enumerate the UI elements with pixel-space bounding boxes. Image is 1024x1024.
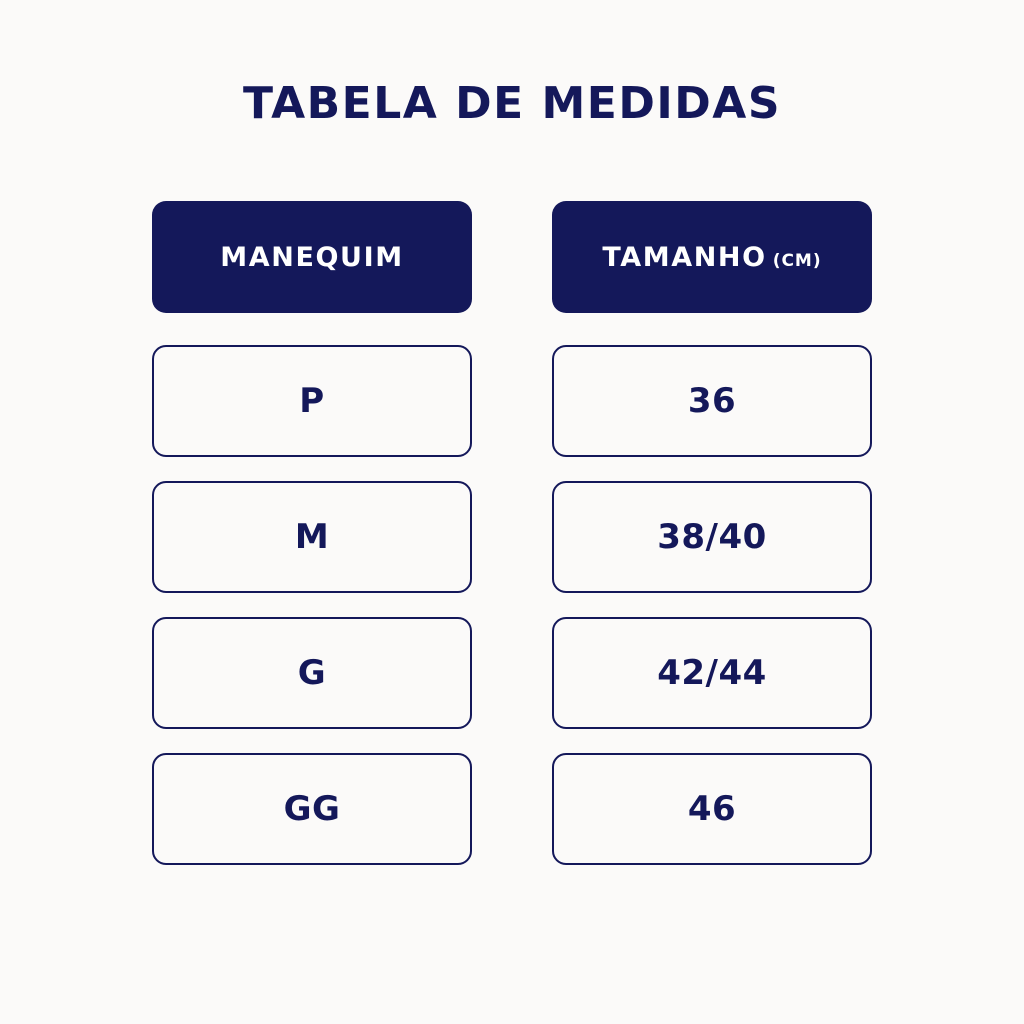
size-table — [152, 129, 872, 865]
page-title: TABELA DE MEDIDAS — [242, 78, 782, 129]
cell-tamanho-p: 36 — [552, 345, 872, 457]
table-header-tamanho-unit: (CM) — [772, 250, 822, 271]
table-header-manequim-label: MANEQUIM — [220, 241, 404, 273]
table-row — [152, 617, 872, 729]
table-header-row — [152, 201, 872, 313]
cell-manequim-m: M — [152, 481, 472, 593]
table-row — [152, 481, 872, 593]
cell-manequim-gg: GG — [152, 753, 472, 865]
table-header-manequim — [152, 201, 472, 313]
cell-tamanho-gg: 46 — [552, 753, 872, 865]
cell-tamanho-m: 38/40 — [552, 481, 872, 593]
table-header-tamanho-label: TAMANHO — [602, 241, 767, 273]
table-row — [152, 753, 872, 865]
table-row — [152, 345, 872, 457]
cell-tamanho-g: 42/44 — [552, 617, 872, 729]
cell-manequim-p: P — [152, 345, 472, 457]
table-header-tamanho — [552, 201, 872, 313]
cell-manequim-g: G — [152, 617, 472, 729]
